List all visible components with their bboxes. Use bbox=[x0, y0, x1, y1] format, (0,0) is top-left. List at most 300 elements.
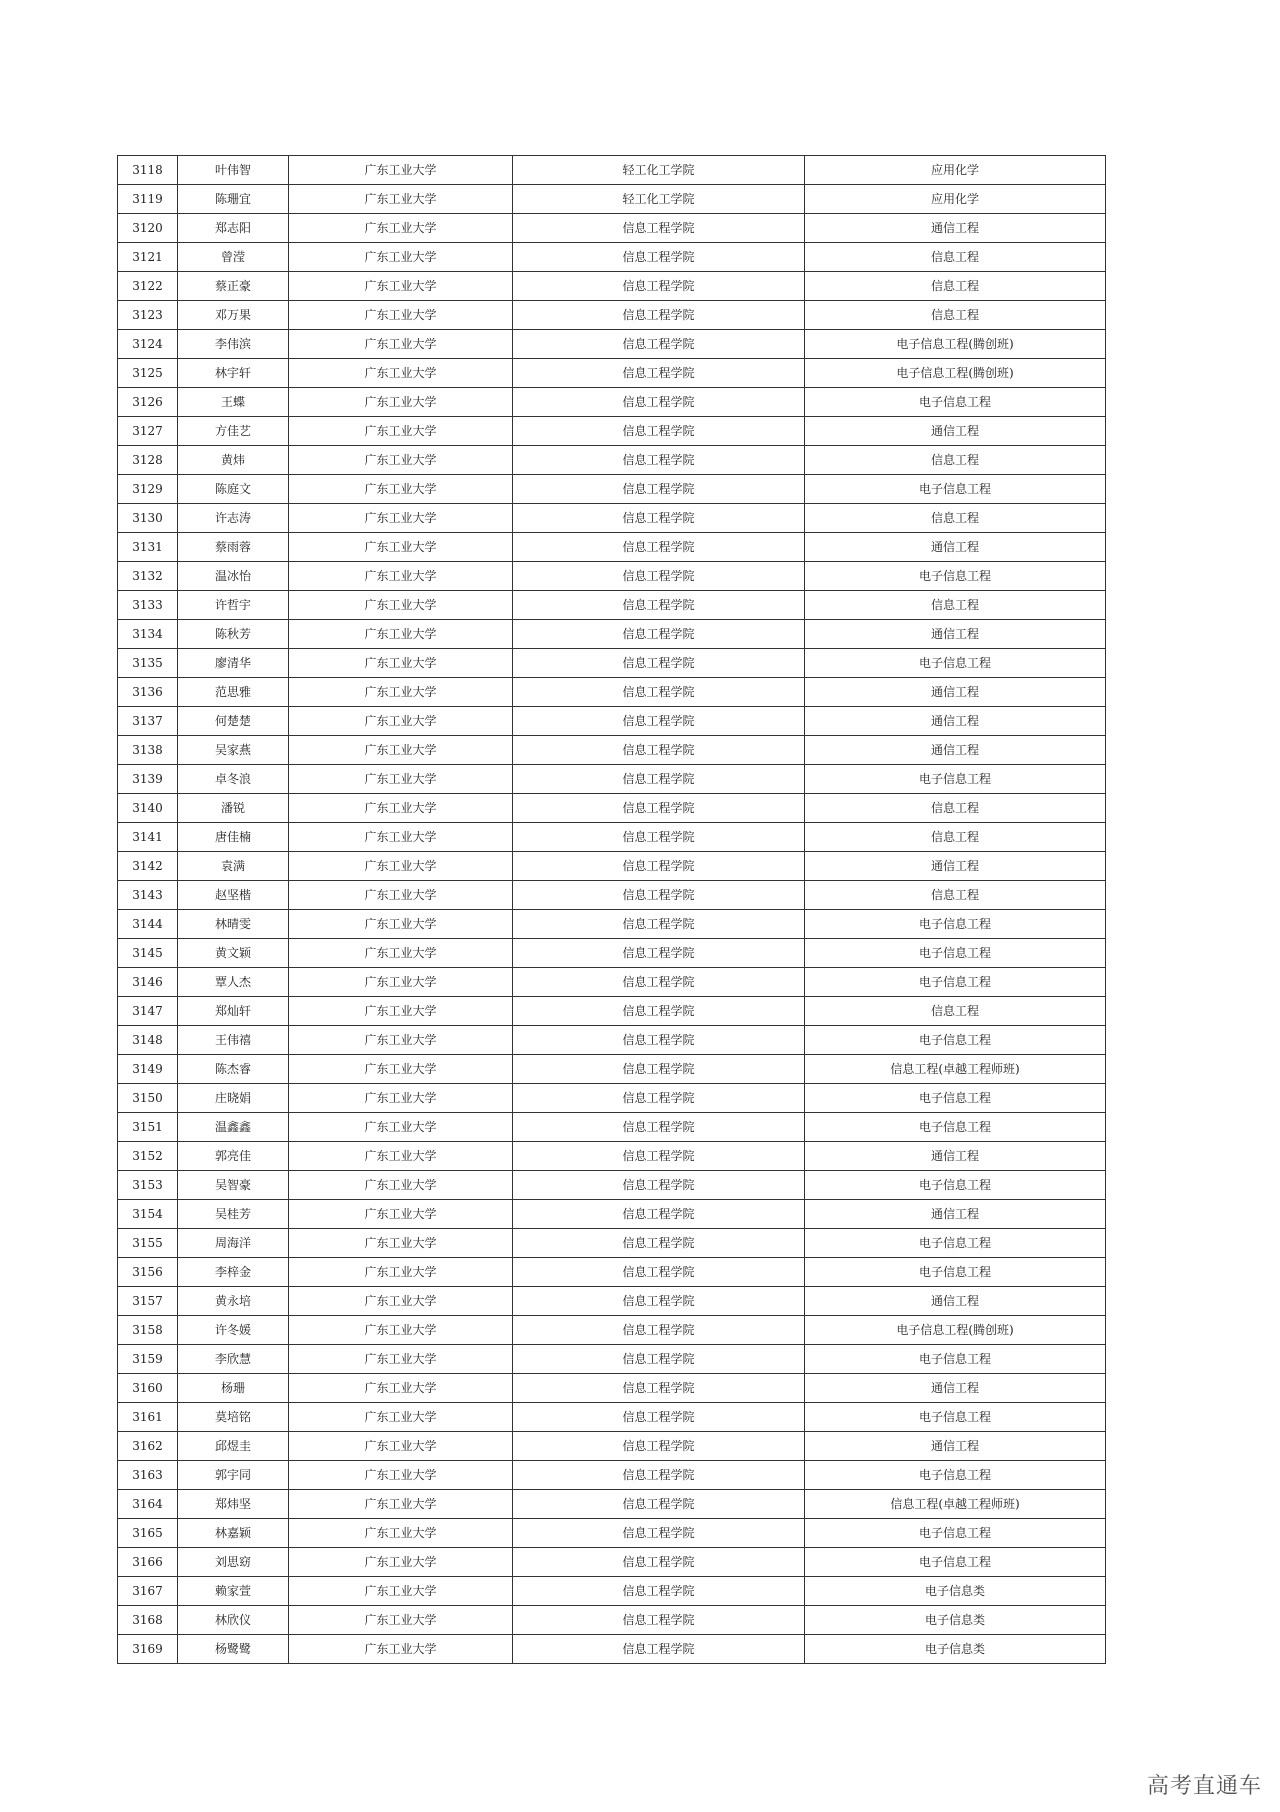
table-row bbox=[118, 1229, 1106, 1258]
table-row bbox=[118, 1345, 1106, 1374]
row-number-cell: 3119 bbox=[118, 185, 178, 214]
school-cell: 信息工程学院 bbox=[513, 852, 805, 881]
university-cell: 广东工业大学 bbox=[289, 881, 513, 910]
row-number-cell: 3118 bbox=[118, 156, 178, 185]
university-cell: 广东工业大学 bbox=[289, 1055, 513, 1084]
table-row bbox=[118, 1432, 1106, 1461]
university-cell: 广东工业大学 bbox=[289, 243, 513, 272]
university-cell: 广东工业大学 bbox=[289, 1461, 513, 1490]
table-row bbox=[118, 997, 1106, 1026]
row-number-cell: 3164 bbox=[118, 1490, 178, 1519]
row-number-cell: 3153 bbox=[118, 1171, 178, 1200]
name-cell: 林晴雯 bbox=[178, 910, 289, 939]
row-number-cell: 3135 bbox=[118, 649, 178, 678]
school-cell: 信息工程学院 bbox=[513, 1200, 805, 1229]
school-cell: 信息工程学院 bbox=[513, 330, 805, 359]
table-row bbox=[118, 1606, 1106, 1635]
school-cell: 信息工程学院 bbox=[513, 939, 805, 968]
university-cell: 广东工业大学 bbox=[289, 301, 513, 330]
school-cell: 信息工程学院 bbox=[513, 272, 805, 301]
table-row bbox=[118, 1200, 1106, 1229]
name-cell: 唐佳楠 bbox=[178, 823, 289, 852]
name-cell: 曾滢 bbox=[178, 243, 289, 272]
university-cell: 广东工业大学 bbox=[289, 1316, 513, 1345]
school-cell: 信息工程学院 bbox=[513, 1171, 805, 1200]
university-cell: 广东工业大学 bbox=[289, 185, 513, 214]
university-cell: 广东工业大学 bbox=[289, 823, 513, 852]
major-cell: 信息工程(卓越工程师班) bbox=[805, 1055, 1106, 1084]
university-cell: 广东工业大学 bbox=[289, 968, 513, 997]
university-cell: 广东工业大学 bbox=[289, 562, 513, 591]
table-row bbox=[118, 1316, 1106, 1345]
university-cell: 广东工业大学 bbox=[289, 852, 513, 881]
university-cell: 广东工业大学 bbox=[289, 1403, 513, 1432]
school-cell: 信息工程学院 bbox=[513, 1113, 805, 1142]
name-cell: 莫培铭 bbox=[178, 1403, 289, 1432]
name-cell: 温冰怡 bbox=[178, 562, 289, 591]
school-cell: 信息工程学院 bbox=[513, 1374, 805, 1403]
major-cell: 电子信息工程 bbox=[805, 1171, 1106, 1200]
major-cell: 电子信息工程 bbox=[805, 968, 1106, 997]
table-row bbox=[118, 475, 1106, 504]
major-cell: 电子信息工程 bbox=[805, 562, 1106, 591]
major-cell: 电子信息工程 bbox=[805, 1026, 1106, 1055]
university-cell: 广东工业大学 bbox=[289, 1345, 513, 1374]
row-number-cell: 3151 bbox=[118, 1113, 178, 1142]
row-number-cell: 3123 bbox=[118, 301, 178, 330]
table-row bbox=[118, 1258, 1106, 1287]
major-cell: 应用化学 bbox=[805, 156, 1106, 185]
name-cell: 陈杰睿 bbox=[178, 1055, 289, 1084]
major-cell: 信息工程 bbox=[805, 504, 1106, 533]
university-cell: 广东工业大学 bbox=[289, 707, 513, 736]
table-row bbox=[118, 852, 1106, 881]
name-cell: 李伟滨 bbox=[178, 330, 289, 359]
university-cell: 广东工业大学 bbox=[289, 446, 513, 475]
name-cell: 庄晓娟 bbox=[178, 1084, 289, 1113]
major-cell: 信息工程(卓越工程师班) bbox=[805, 1490, 1106, 1519]
school-cell: 信息工程学院 bbox=[513, 1055, 805, 1084]
table-row bbox=[118, 417, 1106, 446]
major-cell: 通信工程 bbox=[805, 1142, 1106, 1171]
table-row bbox=[118, 910, 1106, 939]
row-number-cell: 3140 bbox=[118, 794, 178, 823]
row-number-cell: 3134 bbox=[118, 620, 178, 649]
row-number-cell: 3145 bbox=[118, 939, 178, 968]
university-cell: 广东工业大学 bbox=[289, 475, 513, 504]
table-row bbox=[118, 968, 1106, 997]
school-cell: 信息工程学院 bbox=[513, 475, 805, 504]
table-row bbox=[118, 1635, 1106, 1664]
table-row bbox=[118, 939, 1106, 968]
major-cell: 电子信息工程 bbox=[805, 910, 1106, 939]
school-cell: 信息工程学院 bbox=[513, 736, 805, 765]
name-cell: 杨珊 bbox=[178, 1374, 289, 1403]
university-cell: 广东工业大学 bbox=[289, 1171, 513, 1200]
major-cell: 电子信息类 bbox=[805, 1577, 1106, 1606]
table-row bbox=[118, 649, 1106, 678]
major-cell: 通信工程 bbox=[805, 214, 1106, 243]
major-cell: 电子信息工程 bbox=[805, 388, 1106, 417]
name-cell: 蔡雨蓉 bbox=[178, 533, 289, 562]
row-number-cell: 3120 bbox=[118, 214, 178, 243]
row-number-cell: 3142 bbox=[118, 852, 178, 881]
table-row bbox=[118, 1490, 1106, 1519]
university-cell: 广东工业大学 bbox=[289, 330, 513, 359]
school-cell: 信息工程学院 bbox=[513, 1403, 805, 1432]
major-cell: 信息工程 bbox=[805, 794, 1106, 823]
major-cell: 应用化学 bbox=[805, 185, 1106, 214]
row-number-cell: 3169 bbox=[118, 1635, 178, 1664]
school-cell: 信息工程学院 bbox=[513, 968, 805, 997]
university-cell: 广东工业大学 bbox=[289, 1490, 513, 1519]
row-number-cell: 3125 bbox=[118, 359, 178, 388]
school-cell: 信息工程学院 bbox=[513, 1142, 805, 1171]
table-row bbox=[118, 388, 1106, 417]
row-number-cell: 3163 bbox=[118, 1461, 178, 1490]
table-row bbox=[118, 765, 1106, 794]
name-cell: 王伟禧 bbox=[178, 1026, 289, 1055]
major-cell: 通信工程 bbox=[805, 1374, 1106, 1403]
name-cell: 林宇轩 bbox=[178, 359, 289, 388]
row-number-cell: 3136 bbox=[118, 678, 178, 707]
row-number-cell: 3152 bbox=[118, 1142, 178, 1171]
major-cell: 电子信息工程 bbox=[805, 1229, 1106, 1258]
table-row bbox=[118, 504, 1106, 533]
university-cell: 广东工业大学 bbox=[289, 1432, 513, 1461]
school-cell: 信息工程学院 bbox=[513, 417, 805, 446]
major-cell: 信息工程 bbox=[805, 272, 1106, 301]
table-row bbox=[118, 1113, 1106, 1142]
table-body bbox=[118, 156, 1106, 1664]
row-number-cell: 3139 bbox=[118, 765, 178, 794]
row-number-cell: 3132 bbox=[118, 562, 178, 591]
name-cell: 黄炜 bbox=[178, 446, 289, 475]
name-cell: 王蝶 bbox=[178, 388, 289, 417]
name-cell: 陈珊宜 bbox=[178, 185, 289, 214]
row-number-cell: 3133 bbox=[118, 591, 178, 620]
table-row bbox=[118, 1519, 1106, 1548]
table-row bbox=[118, 1026, 1106, 1055]
university-cell: 广东工业大学 bbox=[289, 910, 513, 939]
name-cell: 何楚楚 bbox=[178, 707, 289, 736]
major-cell: 电子信息工程 bbox=[805, 1084, 1106, 1113]
school-cell: 信息工程学院 bbox=[513, 301, 805, 330]
school-cell: 信息工程学院 bbox=[513, 1084, 805, 1113]
major-cell: 信息工程 bbox=[805, 997, 1106, 1026]
table-row bbox=[118, 359, 1106, 388]
university-cell: 广东工业大学 bbox=[289, 533, 513, 562]
name-cell: 许哲宇 bbox=[178, 591, 289, 620]
name-cell: 黄永培 bbox=[178, 1287, 289, 1316]
major-cell: 通信工程 bbox=[805, 1287, 1106, 1316]
school-cell: 信息工程学院 bbox=[513, 1490, 805, 1519]
name-cell: 邓万果 bbox=[178, 301, 289, 330]
school-cell: 信息工程学院 bbox=[513, 1229, 805, 1258]
name-cell: 郑志阳 bbox=[178, 214, 289, 243]
university-cell: 广东工业大学 bbox=[289, 736, 513, 765]
major-cell: 信息工程 bbox=[805, 243, 1106, 272]
row-number-cell: 3157 bbox=[118, 1287, 178, 1316]
university-cell: 广东工业大学 bbox=[289, 214, 513, 243]
university-cell: 广东工业大学 bbox=[289, 1229, 513, 1258]
major-cell: 通信工程 bbox=[805, 1432, 1106, 1461]
name-cell: 吴智豪 bbox=[178, 1171, 289, 1200]
name-cell: 覃人杰 bbox=[178, 968, 289, 997]
name-cell: 方佳艺 bbox=[178, 417, 289, 446]
row-number-cell: 3141 bbox=[118, 823, 178, 852]
school-cell: 信息工程学院 bbox=[513, 1287, 805, 1316]
school-cell: 信息工程学院 bbox=[513, 997, 805, 1026]
major-cell: 通信工程 bbox=[805, 736, 1106, 765]
university-cell: 广东工业大学 bbox=[289, 1113, 513, 1142]
table-row bbox=[118, 1142, 1106, 1171]
name-cell: 温鑫鑫 bbox=[178, 1113, 289, 1142]
name-cell: 许志涛 bbox=[178, 504, 289, 533]
table-row bbox=[118, 1403, 1106, 1432]
row-number-cell: 3137 bbox=[118, 707, 178, 736]
name-cell: 郑炜坚 bbox=[178, 1490, 289, 1519]
university-cell: 广东工业大学 bbox=[289, 359, 513, 388]
major-cell: 通信工程 bbox=[805, 417, 1106, 446]
name-cell: 陈秋芳 bbox=[178, 620, 289, 649]
name-cell: 赵坚楷 bbox=[178, 881, 289, 910]
name-cell: 郭宇同 bbox=[178, 1461, 289, 1490]
name-cell: 周海洋 bbox=[178, 1229, 289, 1258]
table-row bbox=[118, 562, 1106, 591]
name-cell: 刘思窈 bbox=[178, 1548, 289, 1577]
table-row bbox=[118, 214, 1106, 243]
school-cell: 信息工程学院 bbox=[513, 707, 805, 736]
major-cell: 电子信息工程 bbox=[805, 1548, 1106, 1577]
university-cell: 广东工业大学 bbox=[289, 1577, 513, 1606]
school-cell: 信息工程学院 bbox=[513, 562, 805, 591]
school-cell: 信息工程学院 bbox=[513, 823, 805, 852]
table-row bbox=[118, 881, 1106, 910]
row-number-cell: 3165 bbox=[118, 1519, 178, 1548]
major-cell: 信息工程 bbox=[805, 881, 1106, 910]
watermark-text: 高考直通车 bbox=[1146, 1774, 1262, 1799]
university-cell: 广东工业大学 bbox=[289, 591, 513, 620]
name-cell: 林欣仪 bbox=[178, 1606, 289, 1635]
row-number-cell: 3161 bbox=[118, 1403, 178, 1432]
school-cell: 信息工程学院 bbox=[513, 243, 805, 272]
row-number-cell: 3154 bbox=[118, 1200, 178, 1229]
name-cell: 廖清华 bbox=[178, 649, 289, 678]
university-cell: 广东工业大学 bbox=[289, 678, 513, 707]
major-cell: 信息工程 bbox=[805, 446, 1106, 475]
school-cell: 信息工程学院 bbox=[513, 765, 805, 794]
school-cell: 信息工程学院 bbox=[513, 1606, 805, 1635]
table-row bbox=[118, 1374, 1106, 1403]
table-row bbox=[118, 156, 1106, 185]
major-cell: 通信工程 bbox=[805, 678, 1106, 707]
university-cell: 广东工业大学 bbox=[289, 1084, 513, 1113]
university-cell: 广东工业大学 bbox=[289, 1142, 513, 1171]
school-cell: 信息工程学院 bbox=[513, 1258, 805, 1287]
row-number-cell: 3162 bbox=[118, 1432, 178, 1461]
name-cell: 杨鹭鹭 bbox=[178, 1635, 289, 1664]
school-cell: 信息工程学院 bbox=[513, 446, 805, 475]
table-row bbox=[118, 736, 1106, 765]
school-cell: 信息工程学院 bbox=[513, 1432, 805, 1461]
major-cell: 电子信息类 bbox=[805, 1635, 1106, 1664]
name-cell: 潘锐 bbox=[178, 794, 289, 823]
table-row bbox=[118, 301, 1106, 330]
row-number-cell: 3150 bbox=[118, 1084, 178, 1113]
table-row bbox=[118, 330, 1106, 359]
school-cell: 信息工程学院 bbox=[513, 1345, 805, 1374]
school-cell: 信息工程学院 bbox=[513, 1577, 805, 1606]
major-cell: 电子信息工程 bbox=[805, 765, 1106, 794]
school-cell: 信息工程学院 bbox=[513, 214, 805, 243]
row-number-cell: 3143 bbox=[118, 881, 178, 910]
school-cell: 信息工程学院 bbox=[513, 910, 805, 939]
university-cell: 广东工业大学 bbox=[289, 1026, 513, 1055]
name-cell: 李梓金 bbox=[178, 1258, 289, 1287]
school-cell: 信息工程学院 bbox=[513, 1316, 805, 1345]
name-cell: 袁满 bbox=[178, 852, 289, 881]
table-row bbox=[118, 620, 1106, 649]
school-cell: 信息工程学院 bbox=[513, 678, 805, 707]
row-number-cell: 3124 bbox=[118, 330, 178, 359]
university-cell: 广东工业大学 bbox=[289, 1606, 513, 1635]
table-row bbox=[118, 1055, 1106, 1084]
school-cell: 信息工程学院 bbox=[513, 620, 805, 649]
major-cell: 电子信息工程 bbox=[805, 1113, 1106, 1142]
table-row bbox=[118, 533, 1106, 562]
name-cell: 许冬媛 bbox=[178, 1316, 289, 1345]
name-cell: 赖家萱 bbox=[178, 1577, 289, 1606]
name-cell: 卓冬浪 bbox=[178, 765, 289, 794]
school-cell: 信息工程学院 bbox=[513, 533, 805, 562]
school-cell: 信息工程学院 bbox=[513, 1026, 805, 1055]
major-cell: 信息工程 bbox=[805, 591, 1106, 620]
row-number-cell: 3160 bbox=[118, 1374, 178, 1403]
university-cell: 广东工业大学 bbox=[289, 156, 513, 185]
name-cell: 邱煜圭 bbox=[178, 1432, 289, 1461]
major-cell: 电子信息工程(腾创班) bbox=[805, 359, 1106, 388]
university-cell: 广东工业大学 bbox=[289, 939, 513, 968]
row-number-cell: 3144 bbox=[118, 910, 178, 939]
name-cell: 叶伟智 bbox=[178, 156, 289, 185]
major-cell: 电子信息工程 bbox=[805, 1258, 1106, 1287]
school-cell: 信息工程学院 bbox=[513, 359, 805, 388]
major-cell: 通信工程 bbox=[805, 707, 1106, 736]
table-row bbox=[118, 794, 1106, 823]
university-cell: 广东工业大学 bbox=[289, 1519, 513, 1548]
table-row bbox=[118, 1171, 1106, 1200]
university-cell: 广东工业大学 bbox=[289, 1548, 513, 1577]
table-row bbox=[118, 243, 1106, 272]
university-cell: 广东工业大学 bbox=[289, 417, 513, 446]
major-cell: 电子信息工程 bbox=[805, 1345, 1106, 1374]
school-cell: 信息工程学院 bbox=[513, 388, 805, 417]
major-cell: 电子信息工程(腾创班) bbox=[805, 330, 1106, 359]
university-cell: 广东工业大学 bbox=[289, 388, 513, 417]
row-number-cell: 3131 bbox=[118, 533, 178, 562]
row-number-cell: 3155 bbox=[118, 1229, 178, 1258]
university-cell: 广东工业大学 bbox=[289, 1287, 513, 1316]
table-row bbox=[118, 446, 1106, 475]
row-number-cell: 3146 bbox=[118, 968, 178, 997]
table-row bbox=[118, 1577, 1106, 1606]
name-cell: 黄文颖 bbox=[178, 939, 289, 968]
major-cell: 电子信息工程 bbox=[805, 1403, 1106, 1432]
university-cell: 广东工业大学 bbox=[289, 794, 513, 823]
school-cell: 信息工程学院 bbox=[513, 1519, 805, 1548]
major-cell: 通信工程 bbox=[805, 533, 1106, 562]
row-number-cell: 3149 bbox=[118, 1055, 178, 1084]
school-cell: 信息工程学院 bbox=[513, 881, 805, 910]
school-cell: 信息工程学院 bbox=[513, 794, 805, 823]
row-number-cell: 3167 bbox=[118, 1577, 178, 1606]
major-cell: 信息工程 bbox=[805, 823, 1106, 852]
name-cell: 范思雅 bbox=[178, 678, 289, 707]
table-row bbox=[118, 678, 1106, 707]
major-cell: 电子信息工程(腾创班) bbox=[805, 1316, 1106, 1345]
table-row bbox=[118, 1287, 1106, 1316]
school-cell: 轻工化工学院 bbox=[513, 156, 805, 185]
name-cell: 林嘉颖 bbox=[178, 1519, 289, 1548]
table-row bbox=[118, 1548, 1106, 1577]
school-cell: 信息工程学院 bbox=[513, 504, 805, 533]
name-cell: 陈庭文 bbox=[178, 475, 289, 504]
university-cell: 广东工业大学 bbox=[289, 1374, 513, 1403]
school-cell: 信息工程学院 bbox=[513, 1635, 805, 1664]
row-number-cell: 3138 bbox=[118, 736, 178, 765]
table-row bbox=[118, 272, 1106, 301]
row-number-cell: 3122 bbox=[118, 272, 178, 301]
row-number-cell: 3127 bbox=[118, 417, 178, 446]
school-cell: 信息工程学院 bbox=[513, 1461, 805, 1490]
university-cell: 广东工业大学 bbox=[289, 765, 513, 794]
table-row bbox=[118, 823, 1106, 852]
row-number-cell: 3126 bbox=[118, 388, 178, 417]
major-cell: 通信工程 bbox=[805, 1200, 1106, 1229]
table-row bbox=[118, 1084, 1106, 1113]
row-number-cell: 3148 bbox=[118, 1026, 178, 1055]
table-row bbox=[118, 591, 1106, 620]
university-cell: 广东工业大学 bbox=[289, 1635, 513, 1664]
name-cell: 李欣慧 bbox=[178, 1345, 289, 1374]
school-cell: 轻工化工学院 bbox=[513, 185, 805, 214]
major-cell: 通信工程 bbox=[805, 852, 1106, 881]
major-cell: 电子信息工程 bbox=[805, 649, 1106, 678]
school-cell: 信息工程学院 bbox=[513, 1548, 805, 1577]
major-cell: 信息工程 bbox=[805, 301, 1106, 330]
major-cell: 电子信息工程 bbox=[805, 475, 1106, 504]
university-cell: 广东工业大学 bbox=[289, 1258, 513, 1287]
row-number-cell: 3156 bbox=[118, 1258, 178, 1287]
university-cell: 广东工业大学 bbox=[289, 1200, 513, 1229]
table-row bbox=[118, 185, 1106, 214]
school-cell: 信息工程学院 bbox=[513, 649, 805, 678]
name-cell: 郭亮佳 bbox=[178, 1142, 289, 1171]
university-cell: 广东工业大学 bbox=[289, 997, 513, 1026]
row-number-cell: 3130 bbox=[118, 504, 178, 533]
row-number-cell: 3128 bbox=[118, 446, 178, 475]
university-cell: 广东工业大学 bbox=[289, 649, 513, 678]
university-cell: 广东工业大学 bbox=[289, 504, 513, 533]
name-cell: 吴家燕 bbox=[178, 736, 289, 765]
university-cell: 广东工业大学 bbox=[289, 620, 513, 649]
name-cell: 蔡正豪 bbox=[178, 272, 289, 301]
row-number-cell: 3166 bbox=[118, 1548, 178, 1577]
table-row bbox=[118, 707, 1106, 736]
major-cell: 电子信息工程 bbox=[805, 939, 1106, 968]
row-number-cell: 3158 bbox=[118, 1316, 178, 1345]
